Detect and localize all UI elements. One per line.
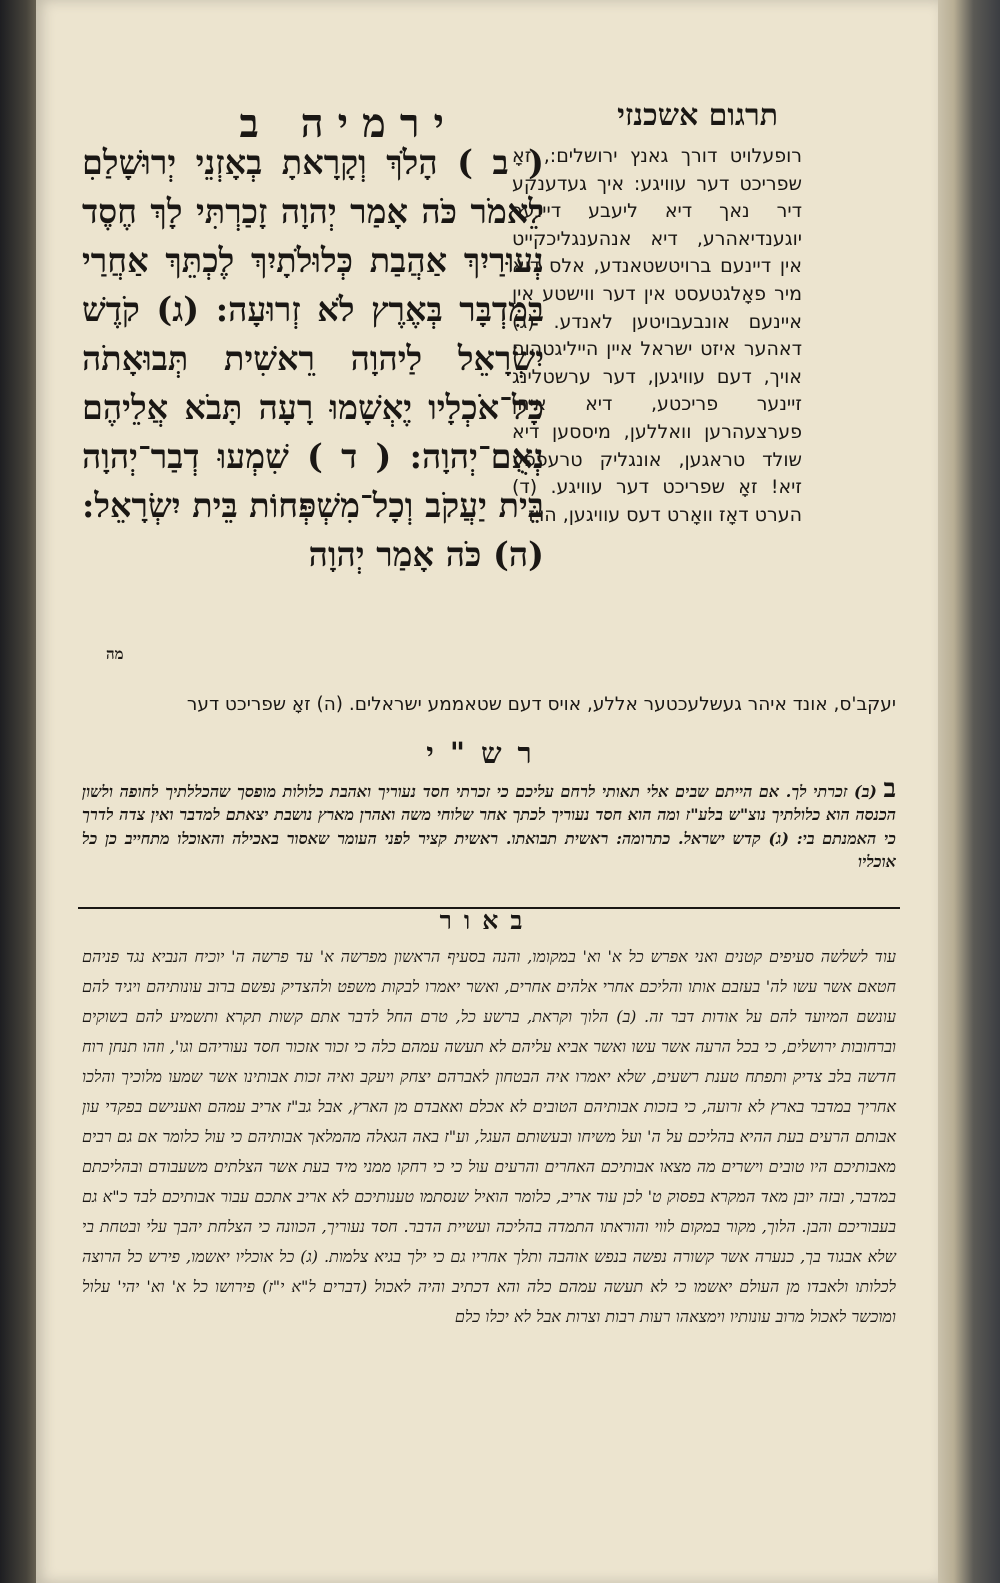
running-header-book: ירמיה ב: [239, 100, 458, 147]
catchword: מה: [106, 645, 124, 663]
rashi-body: (ב) זכרתי לך. אם הייתם שבים אלי תאותי לרחם עליכם כי זכרתי חסד נעוריך ואהבת כלולות מופסך שהכללתיך לחופה ולשון הכנסה הוא כלולתיך נוצ"ש בלע"ז ומה הוא חסד נעוריך לכתך אחר שלוחי משה ואהרן מארץ נושבת יצאתם למדבר ואין צדה לדרך כי האמנתם בי: (ג) קדש ישראל. כתרומה: ראשית תבואתו. ראשית קציר לפני העומר שאסור באכילה והאוכלו מתחייב כן כל אוכליו: [82, 782, 896, 871]
running-header-translation: תרגום אשכנזי: [617, 98, 778, 133]
rashi-lead-letter: ב: [883, 774, 896, 804]
rashi-commentary: [82, 774, 896, 873]
book-binding-left: [0, 0, 38, 1583]
biur-commentary: עוד לשלשה סעיפים קטנים ואני אפרש כל א' וא' במקומו, והנה בסעיף הראשון מפרשה א' עד פרשה ה' יוכיח הנביא נגד פניהם חטאם אשר עשו לה' בעזבם אותו והליכם אחרי אלהים אחרים, ואשר יאמרו לבקות משפט ולהצדיק נפשם ברוב עונותיהם ויגיד להם עונשם המיועד להם על אודות דבר זה. (ב) הלוך וקראת, ברשע כל, טרם החל לדבר אתם קשות תקרא ותשמיע להם בשוקים וברחובות ירושלים, כי בכל הרעה אשר עשו ואשר אביא עליהם לא תעשה עמהם כלה כי זכור אזכור חסד נעוריהם וגו', וזהו תנחן רוח חדשה בלב צדיק ותפתח טענת רשעים, שלא יאמרו איה הבטחון לאברהם יצחק ויעקב ואיה זכות אבותינו אשר שמעו מלוכיך והלכו אחריך במדבר בארץ לא זרועה, כי בזכות אבותיהם הטובים לא אכלם ואאבדם מן הארץ, אבל גב"ז אריב עמהם ואענישם בפקדי עון אבותם הרעים בעת ההיא בהליכם על ה' ועל משיחו ובעשותם העגל, וע"ז באה הגאלה מהמלאך אבותיהם כי עול כלומר אם גם רבים מאבותיכם היו טובים וישרים מה מצאו אבותיכם האחרים והרעים עול כי כי רחקו ממני מיד בעת אשר הצלתים משעבודם ובהליכתם במדבר, ובזה יובן מאד המקרא בפסוק ט' לכן עוד אריב, כלומר הואיל שנסתמו טענותיכם לא אריב אתכם עבור אבותיכם לבד כ"א גם בעבוריכם והבן. הלוך, מקור במקום לווי והוראתו התמדה בהליכה ועשיית הדבר. חסד נעוריך, הכוונה כי הצלחת יהבך עלי ובטחת בי שלא אבגוד בך, כנערה אשר קשורה נפשה בנפש אוהבה ותלך אחריו גם כי ילך בגיא צלמות. (ג) כל אוכליו יאשמו, פירש כל הרוצה לכלותו ולאבדו מן העולם יאשמו כי לא תעשה עמהם כלה והא דכתיב והיה לאכול (דברים ל"א י"ז) פירושו כל א' וא' יהי' עלול ומוכשר לאכול מרוב עונותיו וימצאהו רעות רבות וצרות אבל לא יכלו כלם: [82, 947, 897, 1326]
translation-continuation: יעקב'ס, אונד איהר געשלעכטער אללע, אויס דעם שטאממע ישראלים. (ה) זאָ שפריכט דער: [186, 694, 896, 715]
book-page: [36, 0, 938, 1583]
german-translation-column: רופעלויט דורך גאנץ ירושלים:, זאָ שפריכט דער עוויגע: איך געדענקע דיר נאך דיא ליעבע דיינער יוגענדיאהרע, דיא אנהענגליכקייט אין דיינעם ברויטשטאנדע, אלס דוא מיר פאָלגטעסט אין דער ווישטע אין איינעם אונבעבויטען לאנדע. (ג) דאהער איזט ישראל איין הייליגטהום אויך, דעם עוויגען, דער ערשטלינג זיינער פריכטע, דיא איהן פערצעהרען וואללען, מיססען דיא שולד טראגען, אונגליק טרעפפע זיא! זאָ שפריכט דער עוויגע. (ד) הערט דאָז וואָרט דעס עוויגען, הויז: [512, 145, 802, 526]
page-edges-right: [934, 0, 1000, 1583]
rashi-heading: רש"י: [426, 736, 548, 770]
hebrew-scripture-text: ( ב ) הָלֹךְ וְקָרָאתָ בְאָזְנֵי יְרוּשָׁלַםִ לֵאמֹר כֹּה אָמַר יְהוָה זָכַרְתִּי לָךְ חֶסֶד נְעוּרַיִךְ אַהֲבַת כְּלוּלֹתָיִךְ לֶכְתֵּךְ אַחֲרַי בַּמִּדְבָּר בְּאֶרֶץ לֹא זְרוּעָה: (ג) קֹדֶשׁ יִשְׂרָאֵל לַיהוָה רֵאשִׁית תְּבוּאָתֹה כָּל־אֹכְלָיו יֶאְשָׁמוּ רָעָה תָּבֹא אֲלֵיהֶם נְאֻם־יְהוָה: ( ד ) שִׁמְעוּ דְבַר־יְהוָה בֵּית יַעֲקֹב וְכָל־מִשְׁפְּחוֹת בֵּית יִשְׂרָאֵל: (ה) כֹּה אָמַר יְהוָה: [82, 143, 544, 574]
biur-heading: באור: [439, 906, 535, 935]
